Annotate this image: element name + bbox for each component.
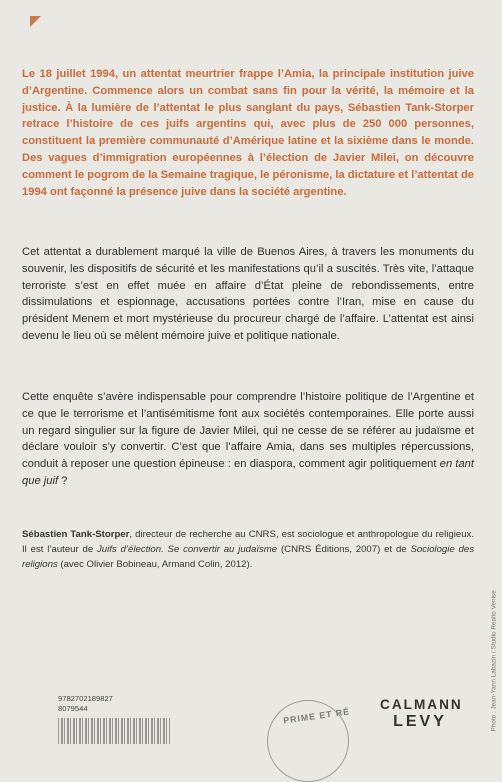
corner-triangle-mark bbox=[30, 16, 41, 27]
body-paragraph-2 bbox=[22, 389, 474, 490]
body-paragraph-2-italic: en tant que juif bbox=[22, 458, 475, 487]
author-bio-part3: (avec Olivier Bobineau, Armand Colin, 2012). bbox=[57, 559, 253, 571]
product-code: 8079544 bbox=[58, 704, 88, 714]
publisher-line-1: CALMANN bbox=[380, 697, 463, 712]
author-name: Sébastien Tank-Storper bbox=[22, 529, 130, 540]
barcode-icon bbox=[58, 718, 170, 744]
author-book-2: Sociologie des religions bbox=[22, 544, 474, 571]
intro-paragraph: Le 18 juillet 1994, un attentat meurtrier frappe l’Amia, la principale institution juive d’Argentine. Commence alors un combat sans fin pour la vérité, la mémoire et la justice. À la lumière de l’attentat le plus sanglant du pays, Sébastien Tank-Storper retrace l’histoire de ces juifs argentins qui, avec plus de 250 000 personnes, constituent la première communauté d’Amérique latine et la sixième dans le monde. Des vagues d’immigration européennes à l’élection de Javier Milei, on découvre comment le pogrom de la Semaine tragique, le péronisme, la dictature et l’attentat de 1994 ont façonné la présence juive dans la société argentine. bbox=[22, 68, 474, 198]
author-bio-part1: , directeur de recherche au CNRS, est sociologue et anthropologue du religieux. Il est l’auteur de bbox=[22, 529, 475, 556]
body-paragraph-1: Cet attentat a durablement marqué la ville de Buenos Aires, à travers les monuments du souvenir, les dispositifs de sécurité et les manifestations qu’il a suscités. Très vite, l’attaque terroriste s’est en effet muée en affaire d’État pleine de rebondissements, entre dissimulations et espionnage, accusations portées contre l’Iran, mise en cause du président Menem et mort mystérieuse du procureur chargé de l’affaire. L’attentat est ainsi devenu le lieu où se mêlent mémoire juive et politique nationale. bbox=[22, 246, 474, 342]
publisher-logo bbox=[380, 697, 463, 731]
author-bio-part2: (CNRS Éditions, 2007) et de bbox=[277, 544, 411, 556]
body-paragraph-2-text: Cette enquête s’avère indispensable pour comprendre l’histoire politique de l’Argentine et ce que le terrorisme et l’antisémitisme font aux sociétés contemporaines. Elle porte aussi un regard singulier sur la figure de Javier Milei, qui ne cesse de se référer au judaïsme et déclare vouloir s’y convertir. C’est que l’affaire Amia, dans ses multiples répercussions, conduit à reposer une question épineuse : en diaspora, comment agir politiquement bbox=[22, 391, 474, 471]
photo-credit: Photo : Jean-Yann Labazin / Studio Realto Venise bbox=[490, 590, 498, 732]
seal-text: PRIME ET RÉ bbox=[282, 706, 351, 726]
publisher-line-2: LEVY bbox=[393, 713, 447, 730]
barcode-block bbox=[58, 694, 178, 753]
author-book-1: Juifs d’élection. Se convertir au judaïsme bbox=[97, 544, 278, 556]
isbn-number: 9782702189827 bbox=[58, 694, 113, 703]
body-paragraph-2-end: ? bbox=[58, 474, 68, 487]
author-bio bbox=[22, 527, 474, 573]
